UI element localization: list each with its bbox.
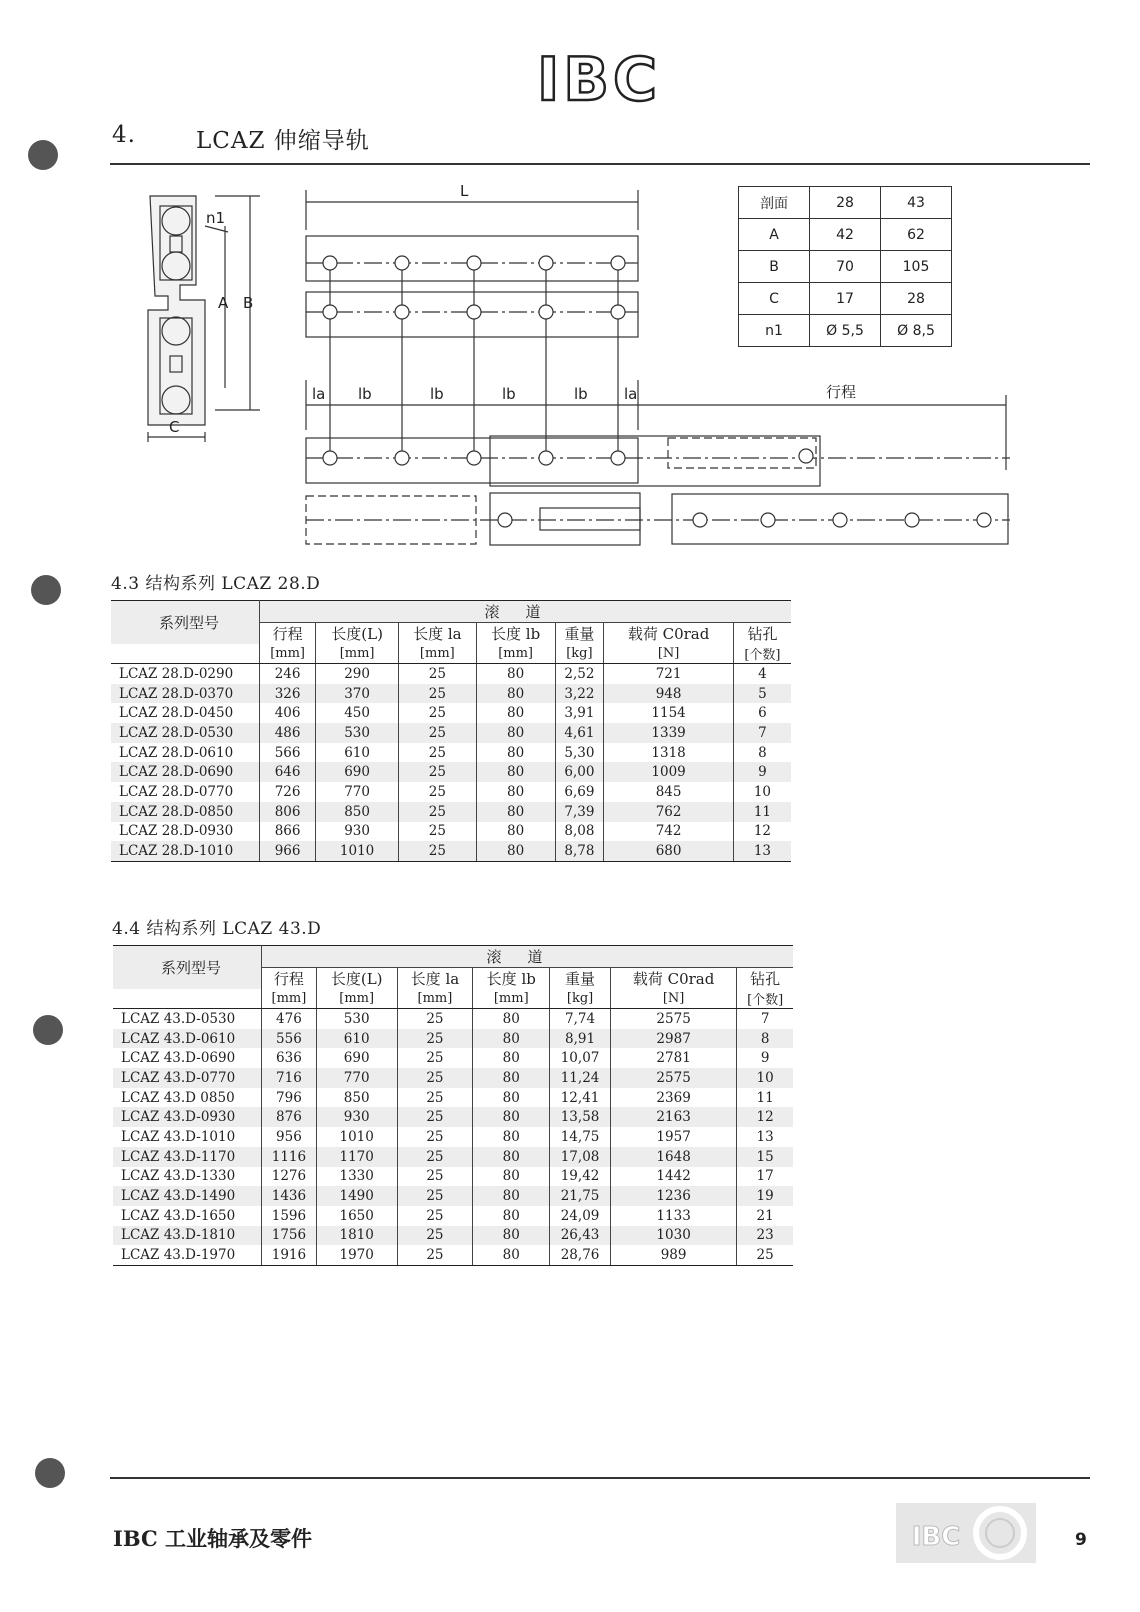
value-cell: 25 [398, 703, 476, 723]
value-cell: 80 [473, 1226, 550, 1246]
table-43-title: 4.3 结构系列 LCAZ 28.D [111, 574, 321, 594]
value-cell: 8,91 [550, 1029, 611, 1049]
value-cell: 956 [262, 1127, 317, 1147]
column-header: 重量 [555, 623, 604, 645]
value-cell: 24,09 [550, 1206, 611, 1226]
value-cell: 1490 [316, 1186, 397, 1206]
table-row [111, 782, 791, 802]
value-cell: 80 [473, 1167, 550, 1187]
model-cell: LCAZ 28.D-0530 [111, 723, 260, 743]
value-cell: 80 [476, 822, 555, 842]
unit-label: [mm] [473, 989, 550, 1009]
value-cell: 680 [604, 841, 734, 861]
unit-label: [kg] [555, 644, 604, 664]
value-cell: 1010 [316, 1127, 397, 1147]
value-cell: 80 [476, 802, 555, 822]
value-cell: 25 [398, 841, 476, 861]
model-cell: LCAZ 43.D-1970 [113, 1245, 262, 1265]
table-row [111, 822, 791, 842]
model-cell: LCAZ 28.D-0450 [111, 703, 260, 723]
group-header: 滚道 [262, 946, 794, 968]
value-cell: 726 [260, 782, 316, 802]
value-cell: 1957 [610, 1127, 736, 1147]
value-cell: 19,42 [550, 1167, 611, 1187]
value-cell: 2,52 [555, 664, 604, 684]
unit-label: [N] [610, 989, 736, 1009]
unit-label: [个数] [733, 644, 791, 664]
value-cell: 28,76 [550, 1245, 611, 1265]
section-number: 4. [112, 122, 136, 148]
value-cell: 80 [476, 723, 555, 743]
table-row [111, 664, 791, 684]
unit-label: [kg] [550, 989, 611, 1009]
value-cell: 1756 [262, 1226, 317, 1246]
value-cell: 636 [262, 1048, 317, 1068]
column-header: 长度 lb [476, 623, 555, 645]
value-cell: 80 [473, 1186, 550, 1206]
value-cell: 9 [760, 1050, 770, 1067]
value-cell: 716 [262, 1068, 317, 1088]
value-cell: 7 [760, 1010, 770, 1027]
value-cell: 1030 [610, 1226, 736, 1246]
value-cell: 690 [316, 1048, 397, 1068]
value-cell: 26,43 [550, 1226, 611, 1246]
punch-hole [33, 1015, 63, 1045]
table-row [113, 1048, 793, 1068]
value-cell: 8,78 [555, 841, 604, 861]
unit-label: [个数] [737, 989, 793, 1009]
value-cell: 25 [397, 1088, 473, 1108]
footer-logo [896, 1503, 1036, 1563]
value-cell: 8 [758, 744, 767, 761]
value-cell: 25 [397, 1068, 473, 1088]
value-cell: 14,75 [550, 1127, 611, 1147]
unit-label: [mm] [262, 989, 317, 1009]
unit-label: [mm] [316, 644, 399, 664]
value-cell: 9 [733, 762, 791, 782]
value-cell: 21,75 [550, 1186, 611, 1206]
value-cell: 1116 [262, 1147, 317, 1167]
table-row [113, 1206, 793, 1226]
column-header: 长度 la [397, 968, 473, 990]
value-cell: 690 [316, 762, 399, 782]
value-cell: 948 [604, 684, 734, 704]
model-cell: LCAZ 43.D-1330 [113, 1167, 262, 1187]
value-cell: 80 [473, 1206, 550, 1226]
value-cell: 1318 [604, 743, 734, 763]
section-title: LCAZ 伸缩导轨 [196, 128, 370, 154]
value-cell: 796 [262, 1088, 317, 1108]
column-header: 长度(L) [316, 623, 399, 645]
column-header: 载荷 C0rad [610, 968, 736, 990]
value-cell: 4 [758, 665, 767, 682]
value-cell: 12 [753, 823, 772, 840]
value-cell: 290 [316, 664, 399, 684]
svg-text:lb: lb [430, 385, 444, 403]
table-row [113, 1088, 793, 1108]
table-row [113, 1107, 793, 1127]
column-header: 重量 [550, 968, 611, 990]
value-cell: 80 [476, 703, 555, 723]
svg-text:IBC: IBC [536, 50, 662, 110]
value-cell: 17,08 [550, 1147, 611, 1167]
value-cell: 2781 [610, 1048, 736, 1068]
value-cell: 530 [316, 1009, 397, 1029]
value-cell: 246 [260, 664, 316, 684]
table-row [113, 1167, 793, 1187]
value-cell: 17 [756, 1168, 774, 1185]
table-row [113, 1009, 793, 1029]
table-row [113, 1068, 793, 1088]
table-row [113, 1245, 793, 1265]
value-cell: 450 [316, 703, 399, 723]
value-cell: 11 [756, 1089, 774, 1106]
value-cell: 1650 [316, 1206, 397, 1226]
svg-text:A: A [218, 294, 229, 312]
value-cell: 5,30 [555, 743, 604, 763]
svg-text:IBC: IBC [911, 1522, 961, 1552]
svg-text:lb: lb [358, 385, 372, 403]
value-cell: 476 [262, 1009, 317, 1029]
unit-label: [mm] [398, 644, 476, 664]
table-row [111, 703, 791, 723]
value-cell: 80 [473, 1009, 550, 1029]
model-cell: LCAZ 43.D 0850 [113, 1088, 262, 1108]
value-cell: 13 [756, 1128, 774, 1145]
value-cell: 10 [753, 783, 772, 800]
value-cell: 8 [737, 1029, 793, 1049]
value-cell: 25 [398, 743, 476, 763]
value-cell: 1154 [604, 703, 734, 723]
value-cell: 370 [316, 684, 399, 704]
value-cell: 80 [476, 762, 555, 782]
value-cell: 12 [737, 1107, 793, 1127]
footer-rule [110, 1477, 1090, 1479]
value-cell: 25 [398, 822, 476, 842]
value-cell: 1442 [610, 1167, 736, 1187]
model-cell: LCAZ 43.D-1810 [113, 1226, 262, 1246]
dim-row: C 17 28 [739, 283, 952, 315]
value-cell: 6 [758, 705, 767, 722]
model-cell: LCAZ 43.D-0770 [113, 1068, 262, 1088]
value-cell: 80 [473, 1127, 550, 1147]
model-cell: LCAZ 28.D-0850 [111, 802, 260, 822]
value-cell: 13,58 [550, 1107, 611, 1127]
value-cell: 25 [398, 723, 476, 743]
dimension-table [738, 186, 952, 347]
dim-row: A 42 62 [739, 219, 952, 251]
model-cell: LCAZ 28.D-0370 [111, 684, 260, 704]
table-row [113, 1029, 793, 1049]
value-cell: 25 [397, 1009, 473, 1029]
value-cell: 80 [476, 743, 555, 763]
punch-hole [31, 575, 61, 605]
value-cell: 1009 [604, 762, 734, 782]
value-cell: 80 [476, 684, 555, 704]
value-cell: 3,91 [555, 703, 604, 723]
unit-blank [113, 989, 262, 1009]
value-cell: 989 [610, 1245, 736, 1265]
model-column-header: 系列型号 [111, 601, 260, 645]
value-cell: 15 [737, 1147, 793, 1167]
value-cell: 80 [473, 1029, 550, 1049]
model-cell: LCAZ 43.D-0930 [113, 1107, 262, 1127]
value-cell: 530 [316, 723, 399, 743]
column-header: 载荷 C0rad [604, 623, 734, 645]
punch-hole [35, 1458, 65, 1488]
column-header: 行程 [260, 623, 316, 645]
value-cell: 1330 [316, 1167, 397, 1187]
value-cell: 486 [260, 723, 316, 743]
value-cell: 770 [316, 782, 399, 802]
value-cell: 1236 [610, 1186, 736, 1206]
value-cell: 7,39 [555, 802, 604, 822]
table-row [113, 1127, 793, 1147]
svg-text:L: L [460, 182, 469, 200]
value-cell: 80 [473, 1107, 550, 1127]
table-row [111, 762, 791, 782]
value-cell: 1010 [316, 841, 399, 861]
svg-text:n1: n1 [206, 209, 226, 227]
dim-row: B 70 105 [739, 251, 952, 283]
value-cell: 5 [733, 684, 791, 704]
value-cell: 25 [397, 1107, 473, 1127]
value-cell: 556 [262, 1029, 317, 1049]
value-cell: 25 [398, 684, 476, 704]
value-cell: 2369 [610, 1088, 736, 1108]
value-cell: 7,74 [550, 1009, 611, 1029]
value-cell: 11,24 [550, 1068, 611, 1088]
table-row [111, 723, 791, 743]
svg-text:lb: lb [502, 385, 516, 403]
model-cell: LCAZ 43.D-1170 [113, 1147, 262, 1167]
value-cell: 80 [476, 664, 555, 684]
value-cell: 610 [316, 1029, 397, 1049]
svg-text:lb: lb [574, 385, 588, 403]
column-header: 长度 la [398, 623, 476, 645]
value-cell: 930 [316, 822, 399, 842]
cross-section-drawing [148, 196, 205, 425]
unit-label: [mm] [397, 989, 473, 1009]
model-cell: LCAZ 43.D-0530 [113, 1009, 262, 1029]
value-cell: 806 [260, 802, 316, 822]
value-cell: 80 [473, 1147, 550, 1167]
value-cell: 80 [473, 1088, 550, 1108]
value-cell: 646 [260, 762, 316, 782]
model-cell: LCAZ 43.D-0690 [113, 1048, 262, 1068]
value-cell: 80 [473, 1068, 550, 1088]
value-cell: 770 [316, 1068, 397, 1088]
table-row [113, 1186, 793, 1206]
model-cell: LCAZ 28.D-0690 [111, 762, 260, 782]
footer-text: IBC 工业轴承及零件 [113, 1526, 312, 1551]
value-cell: 21 [756, 1207, 774, 1224]
column-header: 长度(L) [316, 968, 397, 990]
value-cell: 19 [737, 1186, 793, 1206]
value-cell: 25 [398, 664, 476, 684]
model-cell: LCAZ 28.D-0610 [111, 743, 260, 763]
svg-text:B: B [243, 294, 254, 312]
unit-label: [mm] [260, 644, 316, 664]
value-cell: 966 [260, 841, 316, 861]
value-cell: 13 [733, 841, 791, 861]
table-row [111, 841, 791, 861]
value-cell: 25 [398, 762, 476, 782]
value-cell: 25 [397, 1048, 473, 1068]
value-cell: 3,22 [555, 684, 604, 704]
page-number: 9 [1075, 1530, 1087, 1550]
value-cell: 10,07 [550, 1048, 611, 1068]
value-cell: 742 [604, 822, 734, 842]
table-row [111, 684, 791, 704]
model-cell: LCAZ 28.D-0930 [111, 822, 260, 842]
spec-table-43 [113, 945, 793, 1266]
model-cell: LCAZ 43.D-1010 [113, 1127, 262, 1147]
value-cell: 25 [398, 802, 476, 822]
model-cell: LCAZ 28.D-0290 [111, 664, 260, 684]
value-cell: 25 [737, 1245, 793, 1265]
value-cell: 610 [316, 743, 399, 763]
dim-row: n1 Ø 5,5 Ø 8,5 [739, 315, 952, 347]
value-cell: 566 [260, 743, 316, 763]
value-cell: 25 [397, 1127, 473, 1147]
value-cell: 2575 [610, 1009, 736, 1029]
model-cell: LCAZ 28.D-0770 [111, 782, 260, 802]
svg-text:行程: 行程 [826, 383, 857, 401]
value-cell: 2987 [610, 1029, 736, 1049]
value-cell: 80 [476, 782, 555, 802]
value-cell: 721 [604, 664, 734, 684]
value-cell: 12,41 [550, 1088, 611, 1108]
unit-label: [N] [604, 644, 734, 664]
value-cell: 1648 [610, 1147, 736, 1167]
value-cell: 866 [260, 822, 316, 842]
value-cell: 80 [473, 1245, 550, 1265]
value-cell: 326 [260, 684, 316, 704]
value-cell: 25 [397, 1186, 473, 1206]
table-row [111, 802, 791, 822]
value-cell: 930 [316, 1107, 397, 1127]
dim-row: 剖面 28 43 [739, 187, 952, 219]
value-cell: 1339 [604, 723, 734, 743]
value-cell: 406 [260, 703, 316, 723]
value-cell: 762 [604, 802, 734, 822]
svg-text:la: la [624, 385, 638, 403]
table-row [113, 1147, 793, 1167]
value-cell: 25 [397, 1167, 473, 1187]
unit-blank [111, 644, 260, 664]
value-cell: 1133 [610, 1206, 736, 1226]
value-cell: 1916 [262, 1245, 317, 1265]
model-cell: LCAZ 28.D-1010 [111, 841, 260, 861]
spec-table-28 [111, 600, 791, 862]
value-cell: 4,61 [555, 723, 604, 743]
value-cell: 1970 [316, 1245, 397, 1265]
value-cell: 8,08 [555, 822, 604, 842]
value-cell: 6,69 [555, 782, 604, 802]
column-header: 行程 [262, 968, 317, 990]
value-cell: 6,00 [555, 762, 604, 782]
value-cell: 25 [397, 1206, 473, 1226]
value-cell: 10 [737, 1068, 793, 1088]
value-cell: 850 [316, 802, 399, 822]
value-cell: 80 [473, 1048, 550, 1068]
value-cell: 850 [316, 1088, 397, 1108]
unit-label: [mm] [476, 644, 555, 664]
value-cell: 23 [737, 1226, 793, 1246]
value-cell: 80 [476, 841, 555, 861]
column-header: 钻孔 [750, 970, 781, 988]
value-cell: 11 [733, 802, 791, 822]
table-row [111, 743, 791, 763]
table-row [113, 1226, 793, 1246]
svg-text:la: la [312, 385, 326, 403]
value-cell: 25 [397, 1147, 473, 1167]
value-cell: 25 [397, 1226, 473, 1246]
unit-label: [mm] [316, 989, 397, 1009]
value-cell: 25 [398, 782, 476, 802]
value-cell: 1596 [262, 1206, 317, 1226]
group-header: 滚道 [260, 601, 792, 623]
column-header: 钻孔 [747, 625, 778, 643]
value-cell: 876 [262, 1107, 317, 1127]
value-cell: 1170 [316, 1147, 397, 1167]
model-cell: LCAZ 43.D-1490 [113, 1186, 262, 1206]
value-cell: 1436 [262, 1186, 317, 1206]
model-cell: LCAZ 43.D-1650 [113, 1206, 262, 1226]
value-cell: 25 [397, 1245, 473, 1265]
value-cell: 2163 [610, 1107, 736, 1127]
column-header: 长度 lb [473, 968, 550, 990]
table-44-title: 4.4 结构系列 LCAZ 43.D [112, 919, 322, 939]
value-cell: 845 [604, 782, 734, 802]
value-cell: 2575 [610, 1068, 736, 1088]
rail-diagram [0, 0, 1140, 560]
model-column-header: 系列型号 [113, 946, 262, 990]
value-cell: 1810 [316, 1226, 397, 1246]
value-cell: 1276 [262, 1167, 317, 1187]
svg-text:C: C [169, 418, 180, 436]
value-cell: 25 [397, 1029, 473, 1049]
value-cell: 7 [733, 723, 791, 743]
model-cell: LCAZ 43.D-0610 [113, 1029, 262, 1049]
